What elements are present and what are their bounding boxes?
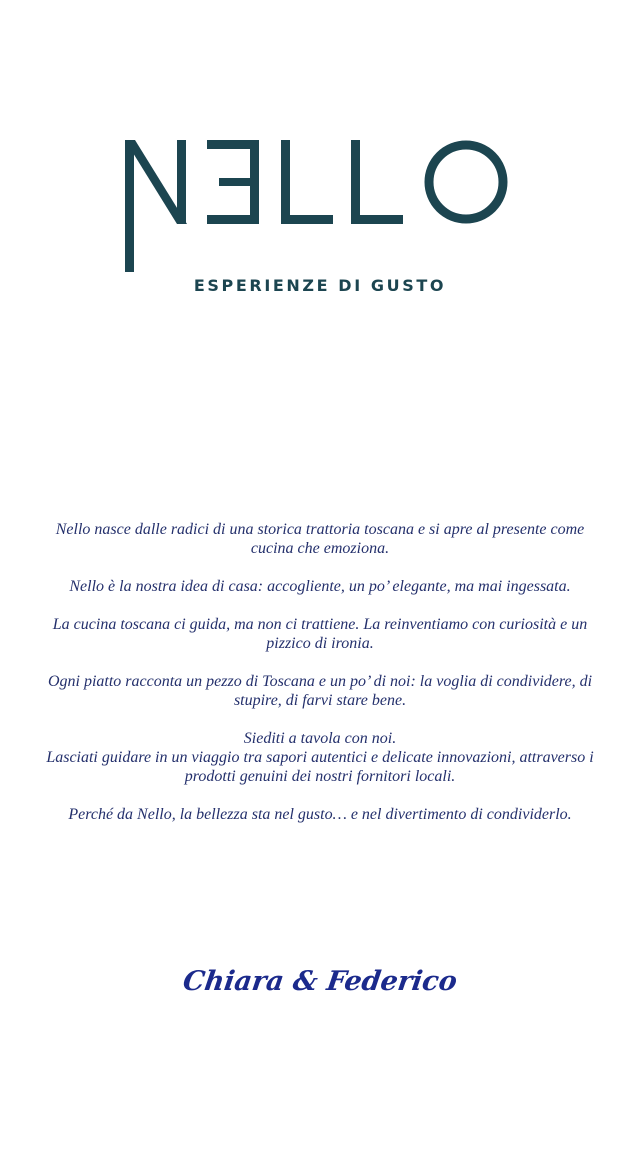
letter-paragraph: Nello nasce dalle radici di una storica trattoria toscana e si apre al presente come cucina che emoziona. [55, 521, 585, 557]
letter-paragraph: Siediti a tavola con noi. Lasciati guidare in un viaggio tra sapori autentici e delicate innovazioni, attraverso i prodotti genuini dei nostri fornitori locali. [46, 730, 594, 785]
letter-paragraph: La cucina toscana ci guida, ma non ci trattiene. La reinventiamo con curiosità e un pizzico di ironia. [52, 616, 588, 652]
tagline: ESPERIENZE DI GUSTO [193, 276, 447, 295]
letter-body [40, 520, 600, 843]
signature: Chiara & Federico [180, 966, 459, 997]
letter-paragraph: Perché da Nello, la bellezza sta nel gusto… e nel divertimento di condividerlo. [68, 806, 572, 823]
letter-paragraph: Ogni piatto racconta un pezzo di Toscana e un po’ di noi: la voglia di condividere, di stupire, di farvi stare bene. [47, 673, 593, 709]
nello-logo [0, 138, 640, 278]
nello-logo-mark [125, 138, 515, 278]
letter-paragraph: Nello è la nostra idea di casa: accogliente, un po’ elegante, ma mai ingessata. [69, 578, 571, 595]
